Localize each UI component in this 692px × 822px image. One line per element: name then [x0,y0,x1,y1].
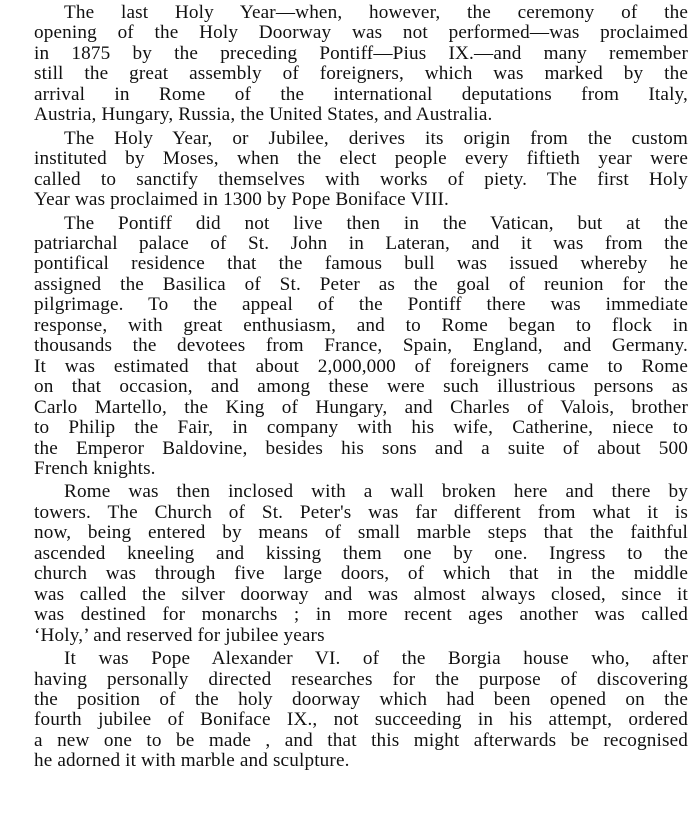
text-line: was called the silver doorway and was almost always closed, since it [34,583,688,605]
text-line: church was through five large doors, of which that in the middle [34,563,688,585]
document-page [4,3,688,775]
text-line: he adorned it with marble and sculpture. [34,750,350,772]
text-line: the Emperor Baldovine, besides his sons and a suite of about 500 [34,437,688,459]
paragraph-1 [4,3,688,126]
text-line: It was Pope Alexander VI. of the Borgia house who, after [64,648,688,670]
text-line: pilgrimage. To the appeal of the Pontiff there was immediate [34,294,688,316]
text-line: French knights. [34,457,156,479]
text-line: opening of the Holy Doorway was not performed—was proclaimed [34,22,688,44]
text-line: The Holy Year, or Jubilee, derives its origin from the custom [64,127,688,149]
text-line: called to sanctify themselves with works of piety. The first Holy [34,168,688,190]
text-line: The last Holy Year—when, however, the ceremony of the [64,2,688,23]
text-line: Austria, Hungary, Russia, the United States, and Australia. [34,104,493,126]
text-line: assigned the Basilica of St. Peter as the goal of reunion for the [34,273,688,295]
paragraph-2 [4,129,688,211]
text-line: patriarchal palace of St. John in Lateran, and it was from the [34,232,688,254]
text-line: on that occasion, and among these were such illustrious persons as [34,376,688,398]
text-line: towers. The Church of St. Peter's was far different from what it is [34,501,688,523]
text-line: arrival in Rome of the international deputations from Italy, [34,83,688,105]
text-line: Rome was then inclosed with a wall broken here and there by [64,481,688,503]
text-line: fourth jubilee of Boniface IX., not succeeding in his attempt, ordered [34,709,688,731]
text-line: having personally directed researches for the purpose of discovering [34,668,688,690]
text-line: The Pontiff did not live then in the Vatican, but at the [64,212,688,234]
paragraph-3 [4,214,688,480]
paragraph-5 [4,649,688,772]
text-line: ‘Holy,’ and reserved for jubilee years [34,624,325,646]
text-line: pontifical residence that the famous bull was issued whereby he [34,253,688,275]
text-line: the position of the holy doorway which had been opened on the [34,688,688,710]
text-line: now, being entered by means of small marble steps that the faithful [34,522,688,544]
text-line: response, with great enthusiasm, and to Rome began to flock in [34,314,688,336]
text-line: was destined for monarchs ; in more recent ages another was called [34,604,688,626]
text-line: still the great assembly of foreigners, which was marked by the [34,63,688,85]
text-line: Year was proclaimed in 1300 by Pope Boniface VIII. [34,189,449,211]
text-line: a new one to be made , and that this might afterwards be recognised [34,729,688,751]
text-line: It was estimated that about 2,000,000 of foreigners came to Rome [34,355,688,377]
paragraph-4 [4,482,688,646]
text-line: thousands the devotees from France, Spain, England, and Germany. [34,335,688,357]
text-line: instituted by Moses, when the elect people every fiftieth year were [34,148,688,170]
text-line: in 1875 by the preceding Pontiff—Pius IX.—and many remember [34,42,688,64]
text-line: to Philip the Fair, in company with his wife, Catherine, niece to [34,417,688,439]
text-line: ascended kneeling and kissing them one by one. Ingress to the [34,542,688,564]
text-line: Carlo Martello, the King of Hungary, and Charles of Valois, brother [34,396,688,418]
